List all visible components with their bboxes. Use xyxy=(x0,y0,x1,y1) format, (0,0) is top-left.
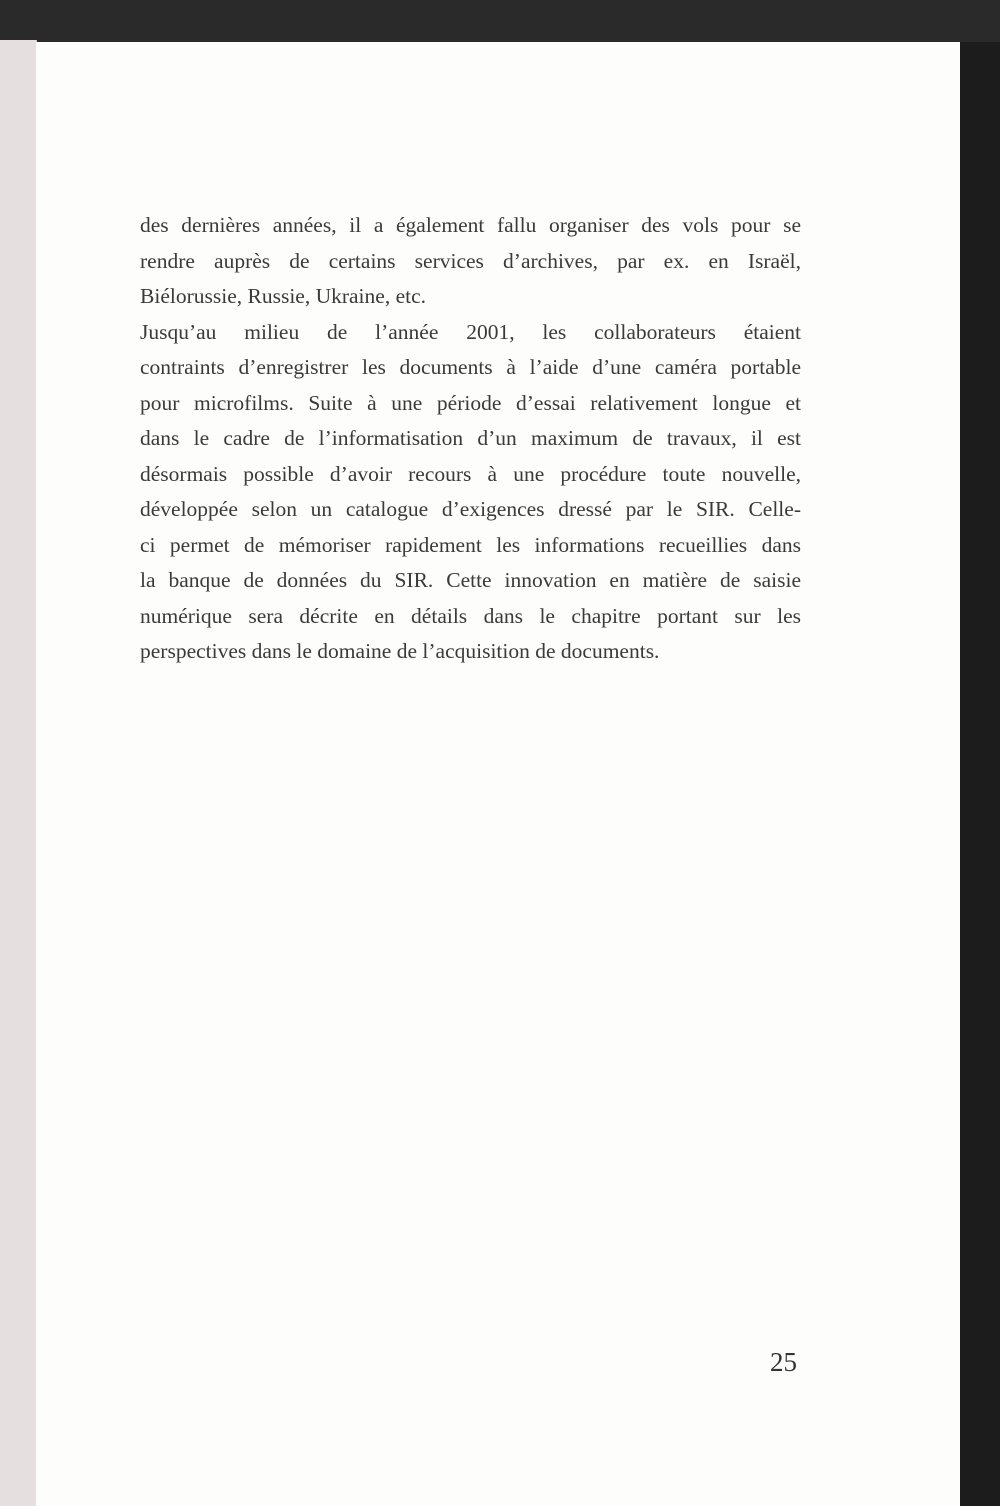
document-page xyxy=(36,42,960,1506)
paragraph-2 xyxy=(140,315,801,670)
text-line: dans le cadre de l’informatisation d’un maximum de travaux, il est xyxy=(140,426,801,450)
scan-background-edge xyxy=(960,42,1000,1506)
page-number: 25 xyxy=(770,1347,797,1377)
text-line: des dernières années, il a également fallu organiser des vols pour se xyxy=(140,213,801,237)
text-line: la banque de données du SIR. Cette innovation en matière de saisie xyxy=(140,568,801,592)
text-line: pour microfilms. Suite à une période d’essai relativement longue et xyxy=(140,390,801,415)
body-text xyxy=(140,208,801,670)
text-line: rendre auprès de certains services d’archives, par ex. en Israël, xyxy=(140,248,801,273)
text-line: Jusqu’au milieu de l’année 2001, les collaborateurs étaient xyxy=(140,319,801,344)
paragraph-1 xyxy=(140,208,801,315)
text-line: Biélorussie, Russie, Ukraine, etc. xyxy=(140,284,427,308)
text-line: perspectives dans le domaine de l’acquisition de documents. xyxy=(140,639,660,663)
text-line: contraints d’enregistrer les documents à l’aide d’une caméra portable xyxy=(140,355,801,379)
text-line: ci permet de mémoriser rapidement les informations recueillies dans xyxy=(140,532,801,557)
text-line: développée selon un catalogue d’exigences dressé par le SIR. Celle- xyxy=(140,497,801,521)
text-line: numérique sera décrite en détails dans le chapitre portant sur les xyxy=(140,603,801,628)
text-line: désormais possible d’avoir recours à une procédure toute nouvelle, xyxy=(140,461,801,486)
previous-page-edge xyxy=(0,40,37,1506)
